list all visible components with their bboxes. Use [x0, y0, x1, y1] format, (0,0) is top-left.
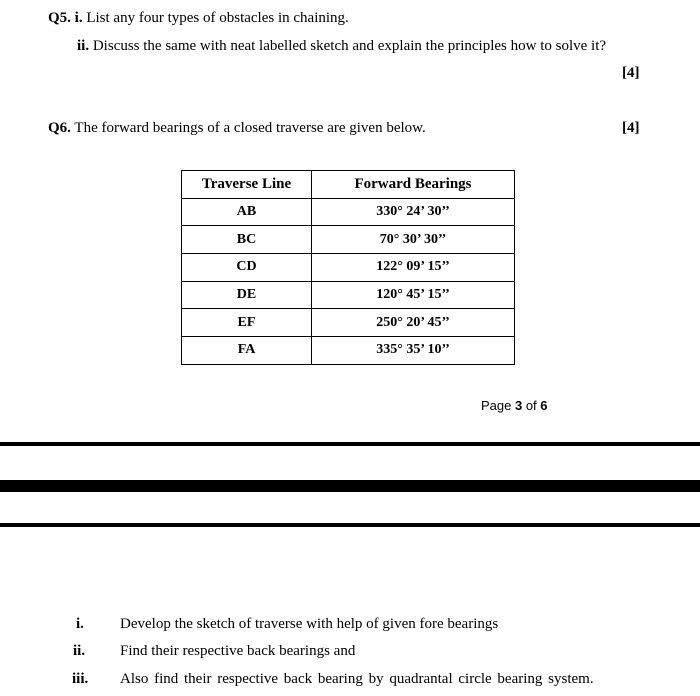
table-header-row	[182, 171, 515, 199]
traverse-line-cell: CD	[182, 254, 312, 282]
divider-bottom	[0, 523, 700, 527]
traverse-line-cell: BC	[182, 226, 312, 254]
q5-part-ii-label: ii.	[77, 38, 90, 54]
page-of: of	[522, 398, 541, 413]
table-row	[182, 198, 515, 226]
divider-top	[0, 442, 700, 446]
header-traverse-line: Traverse Line	[182, 171, 312, 199]
task-number: ii.	[73, 643, 86, 659]
table-row	[182, 281, 515, 309]
q5-part-i	[48, 10, 349, 27]
q6-number: Q6.	[48, 120, 71, 136]
page-total: 6	[540, 398, 548, 413]
task-text: Develop the sketch of traverse with help of given fore bearings	[120, 616, 499, 632]
task-number: iii.	[72, 671, 89, 687]
divider-middle	[0, 480, 700, 492]
traverse-line-cell: DE	[182, 281, 312, 309]
bearing-cell: 120° 45’ 15’’	[312, 281, 515, 309]
bearing-cell: 122° 09’ 15’’	[312, 254, 515, 282]
q6-marks: [4]	[622, 120, 640, 136]
q6-text: The forward bearings of a closed traverse are given below.	[74, 120, 426, 136]
page-current: 3	[514, 398, 523, 413]
q5-part-i-text: List any four types of obstacles in chaining.	[86, 10, 349, 26]
table-row	[182, 254, 515, 282]
q5-part-ii	[77, 38, 606, 55]
table-row	[182, 226, 515, 254]
bearing-cell: 335° 35’ 10’’	[312, 337, 515, 365]
traverse-line-cell: FA	[182, 337, 312, 365]
bearings-table	[181, 170, 515, 365]
page-prefix: Page	[481, 398, 515, 413]
task-text: Also find their respective back bearing by quadrantal circle bearing system.	[120, 671, 594, 687]
q5-marks: [4]	[622, 65, 640, 81]
traverse-line-cell: AB	[182, 198, 312, 226]
q5-number: Q5.	[48, 10, 71, 26]
traverse-line-cell: EF	[182, 309, 312, 337]
q5-part-i-label: i.	[74, 10, 83, 26]
header-forward-bearings: Forward Bearings	[312, 171, 515, 199]
q6-question	[48, 120, 426, 137]
table-row	[182, 309, 515, 337]
bearing-cell: 70° 30’ 30’’	[312, 226, 515, 254]
bearing-cell: 250° 20’ 45’’	[312, 309, 515, 337]
task-number: i.	[76, 616, 84, 632]
bearing-cell: 330° 24’ 30’’	[312, 198, 515, 226]
page-number	[481, 398, 548, 413]
table-row	[182, 337, 515, 365]
q5-part-ii-text: Discuss the same with neat labelled sketch and explain the principles how to solve it?	[92, 38, 607, 54]
task-text: Find their respective back bearings and	[120, 643, 356, 659]
